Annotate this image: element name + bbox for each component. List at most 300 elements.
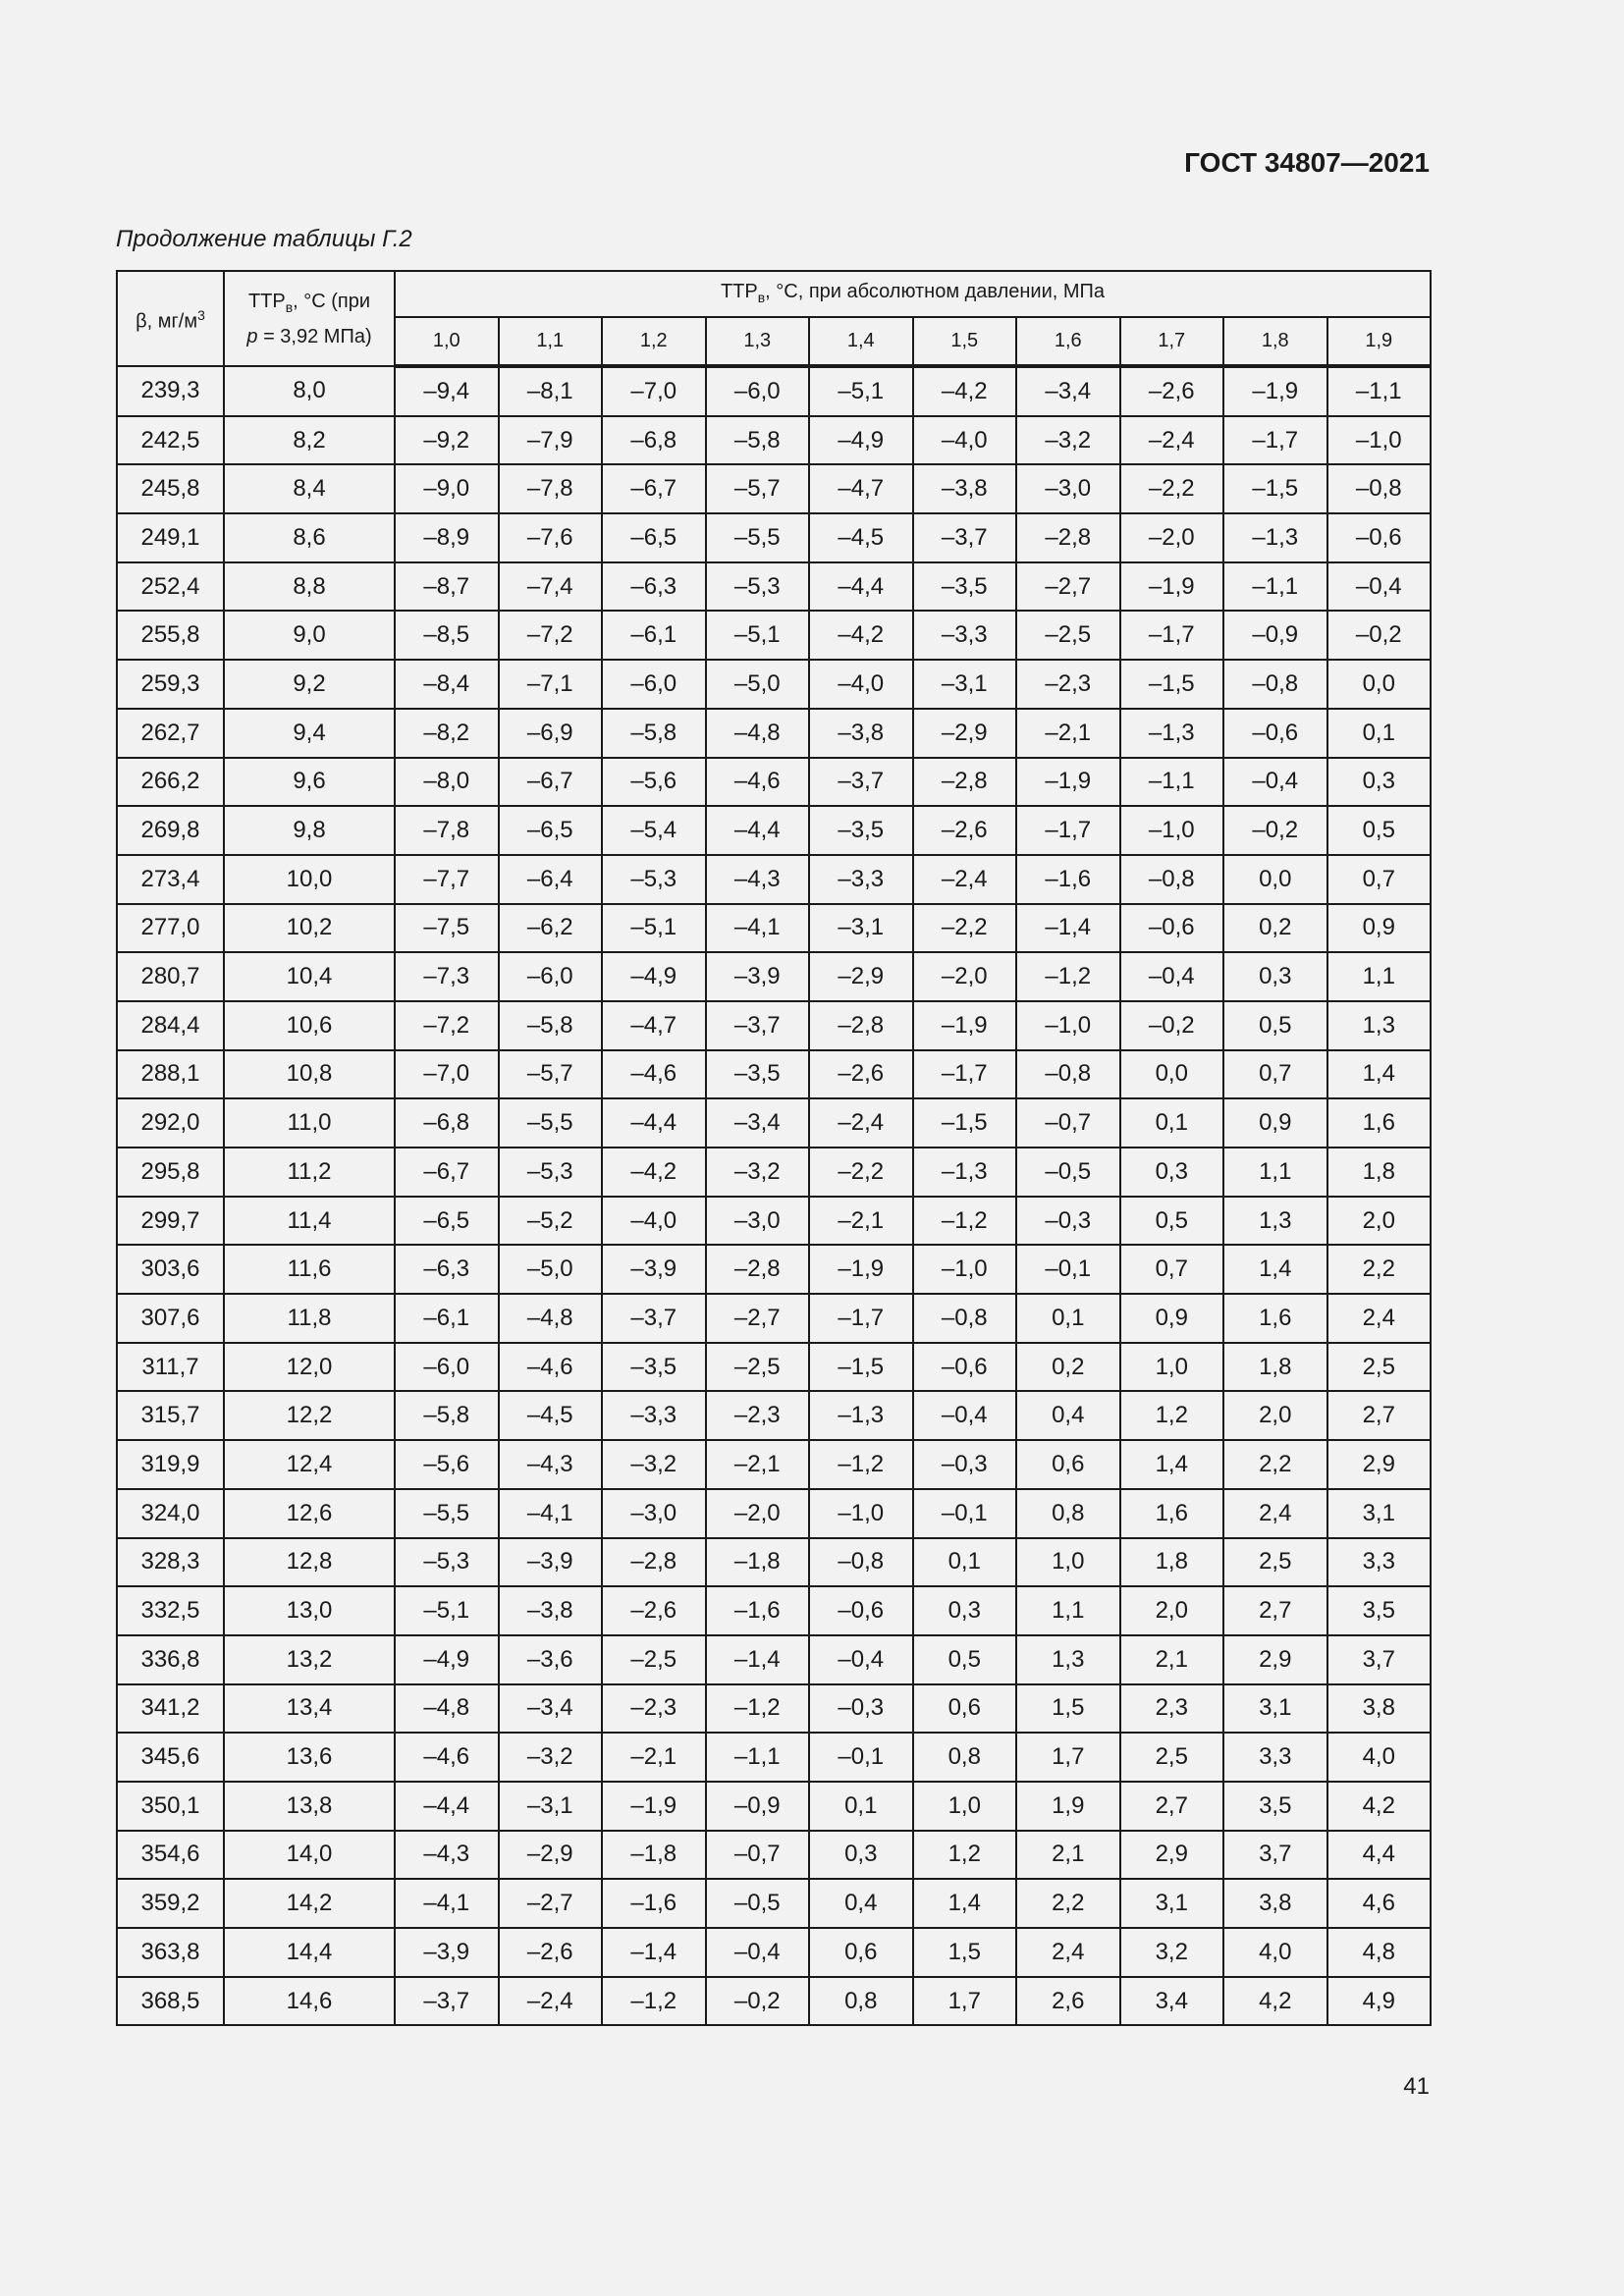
ttr-value-cell: –1,1: [1120, 758, 1224, 807]
pressure-header-cell: 1,5: [913, 317, 1017, 366]
ttr-value-cell: 1,4: [1223, 1245, 1327, 1294]
ttr-value-cell: –2,6: [499, 1928, 603, 1977]
ttr-value-cell: –8,9: [395, 513, 499, 562]
ttr-value-cell: 0,7: [1120, 1245, 1224, 1294]
ttr-value-cell: –0,6: [809, 1586, 913, 1635]
ttr-value-cell: 2,4: [1327, 1294, 1432, 1343]
ttr-value-cell: –0,5: [1016, 1148, 1120, 1197]
ttr-value-cell: 4,0: [1327, 1733, 1432, 1782]
table-row: [117, 855, 1431, 904]
ttr-value-cell: 0,1: [1120, 1098, 1224, 1148]
ttr-reference-cell: 12,4: [224, 1440, 395, 1489]
ttr-value-cell: –2,8: [602, 1538, 706, 1587]
ttr-value-cell: –0,6: [1120, 904, 1224, 953]
ttr-value-cell: 4,6: [1327, 1879, 1432, 1928]
table-row: [117, 1538, 1431, 1587]
table-row: [117, 1635, 1431, 1684]
ttr-value-cell: 2,4: [1223, 1489, 1327, 1538]
ttr-value-cell: –0,8: [1327, 464, 1432, 513]
ttr-value-cell: –6,9: [499, 709, 603, 758]
ttr-value-cell: 3,7: [1223, 1831, 1327, 1880]
pressure-header-cell: 1,3: [706, 317, 810, 366]
ttr-value-cell: –1,6: [602, 1879, 706, 1928]
ttr-value-cell: –6,1: [395, 1294, 499, 1343]
ttr-value-cell: –0,3: [913, 1440, 1017, 1489]
ttr-reference-cell: 11,6: [224, 1245, 395, 1294]
ttr-value-cell: –0,1: [809, 1733, 913, 1782]
ttr-value-cell: –1,4: [1016, 904, 1120, 953]
ttr-value-cell: 0,9: [1327, 904, 1432, 953]
ttr-value-cell: 1,0: [1016, 1538, 1120, 1587]
ttr-value-cell: –0,9: [1223, 611, 1327, 660]
ttr-p-symbol: р: [246, 325, 258, 347]
ttr-reference-cell: 14,4: [224, 1928, 395, 1977]
beta-cell: 245,8: [117, 464, 224, 513]
ttr-sub: в: [285, 298, 294, 315]
ttr-value-cell: –0,4: [1120, 952, 1224, 1001]
ttr-value-cell: –2,4: [913, 855, 1017, 904]
ttr-value-cell: –2,1: [706, 1440, 810, 1489]
ttr-value-cell: 0,3: [1223, 952, 1327, 1001]
ttr-value-cell: 1,3: [1327, 1001, 1432, 1050]
ttr-value-cell: –1,9: [602, 1782, 706, 1831]
ttr-value-cell: 2,7: [1327, 1391, 1432, 1440]
beta-cell: 242,5: [117, 416, 224, 465]
ttr-value-cell: –1,0: [809, 1489, 913, 1538]
beta-cell: 359,2: [117, 1879, 224, 1928]
table-row: [117, 1245, 1431, 1294]
ttr-reference-cell: 9,8: [224, 806, 395, 855]
ttr-value-cell: 1,4: [1327, 1050, 1432, 1099]
ttr-reference-cell: 10,2: [224, 904, 395, 953]
beta-cell: 336,8: [117, 1635, 224, 1684]
table-row: [117, 562, 1431, 612]
ttr-value-cell: –4,6: [395, 1733, 499, 1782]
ttr-value-cell: –4,6: [499, 1343, 603, 1392]
ttr-value-cell: –5,3: [602, 855, 706, 904]
ttr-reference-cell: 13,6: [224, 1733, 395, 1782]
table-row: [117, 952, 1431, 1001]
ttr-value-cell: –3,5: [913, 562, 1017, 612]
ttr-value-cell: –4,2: [913, 366, 1017, 416]
beta-cell: 332,5: [117, 1586, 224, 1635]
ttr-value-cell: –1,5: [1120, 660, 1224, 709]
ttr-value-cell: –2,4: [1120, 416, 1224, 465]
ttr-reference-cell: 13,0: [224, 1586, 395, 1635]
ttr-value-cell: –1,3: [913, 1148, 1017, 1197]
ttr-value-cell: –4,8: [706, 709, 810, 758]
ttr-value-cell: –0,6: [1223, 709, 1327, 758]
ttr-value-cell: –5,6: [602, 758, 706, 807]
ttr-value-cell: 0,1: [1016, 1294, 1120, 1343]
beta-cell: 315,7: [117, 1391, 224, 1440]
ttr-value-cell: –4,9: [809, 416, 913, 465]
pressure-header-cell: 1,1: [499, 317, 603, 366]
ttr-value-cell: –0,4: [913, 1391, 1017, 1440]
ttr-value-cell: –2,6: [1120, 366, 1224, 416]
ttr-value-cell: –0,8: [1120, 855, 1224, 904]
ttr-value-cell: –0,2: [706, 1977, 810, 2026]
ttr-value-cell: 2,4: [1016, 1928, 1120, 1977]
ttr-value-cell: 0,2: [1016, 1343, 1120, 1392]
ttr-value-cell: –2,9: [809, 952, 913, 1001]
ttr-value-cell: –7,4: [499, 562, 603, 612]
ttr-value-cell: –6,7: [499, 758, 603, 807]
ttr-value-cell: 0,9: [1120, 1294, 1224, 1343]
ttr-value-cell: –1,5: [809, 1343, 913, 1392]
ttr-reference-cell: 12,6: [224, 1489, 395, 1538]
ttr-value-cell: –1,8: [602, 1831, 706, 1880]
ttr-value-cell: –3,0: [1016, 464, 1120, 513]
ttr-value-cell: –6,2: [499, 904, 603, 953]
pressure-header-cell: 1,2: [602, 317, 706, 366]
ttr-value-cell: 0,5: [1327, 806, 1432, 855]
ttr-value-cell: –3,7: [395, 1977, 499, 2026]
ttr-value-cell: 2,1: [1016, 1831, 1120, 1880]
table-row: [117, 1098, 1431, 1148]
ttr-value-cell: –1,3: [1120, 709, 1224, 758]
ttr-value-cell: –3,2: [602, 1440, 706, 1489]
ttr-value-cell: –2,9: [499, 1831, 603, 1880]
ttr-value-cell: –3,7: [913, 513, 1017, 562]
beta-header: [117, 271, 224, 366]
ttr-value-cell: 3,1: [1327, 1489, 1432, 1538]
ttr-reference-cell: 14,0: [224, 1831, 395, 1880]
beta-cell: 259,3: [117, 660, 224, 709]
ttr-value-cell: –1,9: [1120, 562, 1224, 612]
ttr-value-cell: –8,4: [395, 660, 499, 709]
beta-cell: 280,7: [117, 952, 224, 1001]
ttr-value-cell: 0,3: [913, 1586, 1017, 1635]
table-row: [117, 1782, 1431, 1831]
ttr-value-cell: –0,4: [1223, 758, 1327, 807]
ttr-value-cell: 0,3: [809, 1831, 913, 1880]
ttr-value-cell: 1,6: [1327, 1098, 1432, 1148]
ttr-value-cell: –5,8: [602, 709, 706, 758]
beta-cell: 292,0: [117, 1098, 224, 1148]
ttr-value-cell: –3,5: [706, 1050, 810, 1099]
ttr-value-cell: –7,2: [499, 611, 603, 660]
ttr-reference-cell: 13,4: [224, 1684, 395, 1734]
ttr-value-cell: –1,3: [809, 1391, 913, 1440]
ttr-value-cell: –6,3: [395, 1245, 499, 1294]
ttr-reference-cell: 9,0: [224, 611, 395, 660]
ttr-value-cell: –4,4: [602, 1098, 706, 1148]
ttr-value-cell: –4,5: [499, 1391, 603, 1440]
ttr-value-cell: –1,7: [1120, 611, 1224, 660]
ttr-value-cell: –8,2: [395, 709, 499, 758]
ttr-value-cell: –2,3: [706, 1391, 810, 1440]
table-row: [117, 1440, 1431, 1489]
table-row: [117, 1586, 1431, 1635]
ttr-value-cell: 0,6: [913, 1684, 1017, 1734]
ttr-value-cell: –4,7: [809, 464, 913, 513]
ttr-value-cell: –2,6: [809, 1050, 913, 1099]
beta-cell: 307,6: [117, 1294, 224, 1343]
ttr-value-cell: –7,5: [395, 904, 499, 953]
ttr-value-cell: –9,2: [395, 416, 499, 465]
ttr-value-cell: 4,4: [1327, 1831, 1432, 1880]
table-row: [117, 1148, 1431, 1197]
ttr-value-cell: –1,4: [706, 1635, 810, 1684]
ttr-value-cell: –1,2: [1016, 952, 1120, 1001]
ttr-value-cell: 3,7: [1327, 1635, 1432, 1684]
beta-cell: 295,8: [117, 1148, 224, 1197]
ttr-value-cell: –6,5: [499, 806, 603, 855]
ttr-value-cell: –3,0: [602, 1489, 706, 1538]
ttr-value-cell: –3,1: [913, 660, 1017, 709]
ttr-value-cell: –4,3: [706, 855, 810, 904]
ttr-value-cell: –8,7: [395, 562, 499, 612]
ttr-value-cell: –3,7: [809, 758, 913, 807]
ttr-reference-cell: 13,2: [224, 1635, 395, 1684]
ttr-value-cell: –1,4: [602, 1928, 706, 1977]
ttr-value-cell: 1,9: [1016, 1782, 1120, 1831]
ttr-value-cell: 0,0: [1223, 855, 1327, 904]
ttr-reference-cell: 9,2: [224, 660, 395, 709]
beta-cell: 319,9: [117, 1440, 224, 1489]
ttr-value-cell: –2,6: [602, 1586, 706, 1635]
beta-cell: 273,4: [117, 855, 224, 904]
ttr-value-cell: –5,5: [395, 1489, 499, 1538]
table-row: [117, 1001, 1431, 1050]
ttr-reference-cell: 9,4: [224, 709, 395, 758]
ttr-value-cell: 1,4: [913, 1879, 1017, 1928]
ttr-value-cell: 1,6: [1120, 1489, 1224, 1538]
ttr-value-cell: 0,7: [1223, 1050, 1327, 1099]
ttr-value-cell: –6,4: [499, 855, 603, 904]
beta-cell: 269,8: [117, 806, 224, 855]
ttr-value-cell: –9,4: [395, 366, 499, 416]
table-row: [117, 1050, 1431, 1099]
ttr-value-cell: –0,4: [1327, 562, 1432, 612]
ttr-value-cell: –1,7: [809, 1294, 913, 1343]
ttr-value-cell: –1,2: [809, 1440, 913, 1489]
ttr-value-cell: –3,0: [706, 1197, 810, 1246]
table-row: [117, 660, 1431, 709]
ttr-value-cell: –0,4: [809, 1635, 913, 1684]
beta-cell: 288,1: [117, 1050, 224, 1099]
ttr-value-cell: –5,1: [602, 904, 706, 953]
ttr-value-cell: –3,7: [602, 1294, 706, 1343]
ttr-value-cell: –3,1: [809, 904, 913, 953]
ttr-value-cell: 2,0: [1120, 1586, 1224, 1635]
ttr-value-cell: –2,2: [1120, 464, 1224, 513]
ttr-value-cell: 2,2: [1327, 1245, 1432, 1294]
table-row: [117, 758, 1431, 807]
ttr-value-cell: –4,2: [809, 611, 913, 660]
ttr-value-cell: –1,7: [913, 1050, 1017, 1099]
beta-header-unit-sup: 3: [197, 307, 205, 324]
ttr-value-cell: –1,2: [913, 1197, 1017, 1246]
ttr-value-cell: –0,3: [1016, 1197, 1120, 1246]
ttr-value-cell: –6,8: [602, 416, 706, 465]
ttr-value-cell: 4,8: [1327, 1928, 1432, 1977]
ttr-value-cell: –0,8: [1223, 660, 1327, 709]
ttr-value-cell: 4,9: [1327, 1977, 1432, 2026]
ttr-value-cell: –1,6: [706, 1586, 810, 1635]
ttr-reference-cell: 8,8: [224, 562, 395, 612]
ttr-value-cell: 0,2: [1223, 904, 1327, 953]
ttr-value-cell: –0,9: [706, 1782, 810, 1831]
ttr-value-cell: –3,2: [499, 1733, 603, 1782]
ttr-value-cell: –1,1: [706, 1733, 810, 1782]
ttr-value-cell: –2,3: [1016, 660, 1120, 709]
ttr-value-cell: –2,4: [499, 1977, 603, 2026]
group-ttr-label: ТТР: [720, 280, 758, 302]
ttr-value-cell: –3,5: [602, 1343, 706, 1392]
ttr-value-cell: –0,7: [706, 1831, 810, 1880]
ttr-value-cell: 2,3: [1120, 1684, 1224, 1734]
table-row: [117, 513, 1431, 562]
ttr-value-cell: 4,2: [1223, 1977, 1327, 2026]
ttr-reference-cell: 12,8: [224, 1538, 395, 1587]
ttr-value-cell: 3,4: [1120, 1977, 1224, 2026]
ttr-value-cell: –2,7: [499, 1879, 603, 1928]
page-number: 41: [1403, 2073, 1430, 2100]
table-row: [117, 806, 1431, 855]
beta-cell: 368,5: [117, 1977, 224, 2026]
ttr-value-cell: 2,9: [1120, 1831, 1224, 1880]
ttr-reference-cell: 9,6: [224, 758, 395, 807]
ttr-value-cell: 1,8: [1327, 1148, 1432, 1197]
pressure-header-cell: 1,7: [1120, 317, 1224, 366]
ttr-value-cell: 1,1: [1223, 1148, 1327, 1197]
ttr-value-cell: –1,9: [1223, 366, 1327, 416]
ttr-value-cell: –2,3: [602, 1684, 706, 1734]
ttr-value-cell: 2,5: [1120, 1733, 1224, 1782]
ttr-value-cell: –1,7: [1223, 416, 1327, 465]
ttr-value-cell: 2,6: [1016, 1977, 1120, 2026]
ttr-value-cell: 1,7: [1016, 1733, 1120, 1782]
ttr-value-cell: –3,7: [706, 1001, 810, 1050]
ttr-value-cell: –4,8: [499, 1294, 603, 1343]
ttr-value-cell: –6,5: [395, 1197, 499, 1246]
pressure-header-cell: 1,9: [1327, 317, 1432, 366]
ttr-value-cell: –4,4: [706, 806, 810, 855]
ttr-value-cell: –2,0: [913, 952, 1017, 1001]
ttr-value-cell: –0,5: [706, 1879, 810, 1928]
ttr-value-cell: –2,5: [706, 1343, 810, 1392]
beta-cell: 262,7: [117, 709, 224, 758]
ttr-value-cell: –3,2: [1016, 416, 1120, 465]
ttr-value-cell: 0,7: [1327, 855, 1432, 904]
ttr-reference-cell: 8,0: [224, 366, 395, 416]
ttr-reference-cell: 10,6: [224, 1001, 395, 1050]
table-row: [117, 1489, 1431, 1538]
ttr-value-cell: 0,9: [1223, 1098, 1327, 1148]
beta-cell: 311,7: [117, 1343, 224, 1392]
ttr-value-cell: –2,7: [1016, 562, 1120, 612]
ttr-value-cell: 2,9: [1223, 1635, 1327, 1684]
document-code: ГОСТ 34807—2021: [1184, 147, 1430, 178]
ttr-value-cell: –2,8: [809, 1001, 913, 1050]
ttr-value-cell: 1,4: [1120, 1440, 1224, 1489]
ttr-value-cell: –4,6: [602, 1050, 706, 1099]
ttr-reference-header: [224, 271, 395, 366]
ttr-value-cell: 1,0: [1120, 1343, 1224, 1392]
ttr-value-cell: 2,2: [1223, 1440, 1327, 1489]
ttr-value-cell: –1,9: [913, 1001, 1017, 1050]
table-row: [117, 416, 1431, 465]
beta-header-label: β, мг/м: [135, 310, 198, 333]
beta-cell: 299,7: [117, 1197, 224, 1246]
ttr-value-cell: 0,1: [913, 1538, 1017, 1587]
ttr-value-cell: –9,0: [395, 464, 499, 513]
ttr-reference-cell: 14,6: [224, 1977, 395, 2026]
beta-cell: 345,6: [117, 1733, 224, 1782]
table-row: [117, 464, 1431, 513]
ttr-value-cell: –5,0: [499, 1245, 603, 1294]
table-row: [117, 1684, 1431, 1734]
ttr-value-cell: –1,1: [1327, 366, 1432, 416]
beta-cell: 303,6: [117, 1245, 224, 1294]
ttr-value-cell: 0,5: [1223, 1001, 1327, 1050]
ttr-value-cell: –1,7: [1016, 806, 1120, 855]
ttr-value-cell: –2,8: [1016, 513, 1120, 562]
ttr-value-cell: –2,0: [706, 1489, 810, 1538]
ttr-value-cell: 3,1: [1223, 1684, 1327, 1734]
ttr-value-cell: 0,3: [1120, 1148, 1224, 1197]
ttr-value-cell: –1,5: [913, 1098, 1017, 1148]
ttr-value-cell: 1,2: [1120, 1391, 1224, 1440]
ttr-value-cell: –1,0: [913, 1245, 1017, 1294]
beta-cell: 255,8: [117, 611, 224, 660]
beta-cell: 252,4: [117, 562, 224, 612]
ttr-value-cell: –4,3: [499, 1440, 603, 1489]
ttr-value-cell: –4,6: [706, 758, 810, 807]
ttr-value-cell: –1,6: [1016, 855, 1120, 904]
ttr-value-cell: 0,8: [809, 1977, 913, 2026]
ttr-value-cell: –4,4: [809, 562, 913, 612]
ttr-value-cell: 0,0: [1327, 660, 1432, 709]
ttr-value-cell: 1,7: [913, 1977, 1017, 2026]
beta-cell: 354,6: [117, 1831, 224, 1880]
ttr-value-cell: –4,0: [913, 416, 1017, 465]
ttr-value-cell: –0,2: [1327, 611, 1432, 660]
ttr-value-cell: –7,7: [395, 855, 499, 904]
ttr-value-cell: 1,1: [1016, 1586, 1120, 1635]
ttr-value-cell: –2,2: [913, 904, 1017, 953]
ttr-value-cell: 0,8: [1016, 1489, 1120, 1538]
ttr-value-cell: 1,3: [1016, 1635, 1120, 1684]
ttr-value-cell: –4,7: [602, 1001, 706, 1050]
ttr-value-cell: –5,6: [395, 1440, 499, 1489]
ttr-value-cell: –4,5: [809, 513, 913, 562]
beta-cell: 249,1: [117, 513, 224, 562]
ttr-reference-cell: 13,8: [224, 1782, 395, 1831]
ttr-value-cell: –6,3: [602, 562, 706, 612]
table-row: [117, 1391, 1431, 1440]
ttr-value-cell: –2,1: [809, 1197, 913, 1246]
ttr-reference-cell: 8,2: [224, 416, 395, 465]
ttr-reference-cell: 10,4: [224, 952, 395, 1001]
ttr-reference-cell: 14,2: [224, 1879, 395, 1928]
ttr-value-cell: –2,0: [1120, 513, 1224, 562]
ttr-value-cell: 3,1: [1120, 1879, 1224, 1928]
table-row: [117, 1928, 1431, 1977]
ttr-value-cell: –7,6: [499, 513, 603, 562]
ttr-value-cell: 3,8: [1327, 1684, 1432, 1734]
ttr-reference-cell: 8,6: [224, 513, 395, 562]
ttr-pressure-value: = 3,92 МПа): [257, 325, 372, 347]
ttr-value-cell: –5,1: [395, 1586, 499, 1635]
ttr-value-cell: –4,9: [395, 1635, 499, 1684]
ttr-value-cell: –0,1: [913, 1489, 1017, 1538]
ttr-value-cell: –3,9: [395, 1928, 499, 1977]
table-row: [117, 1879, 1431, 1928]
beta-cell: 324,0: [117, 1489, 224, 1538]
